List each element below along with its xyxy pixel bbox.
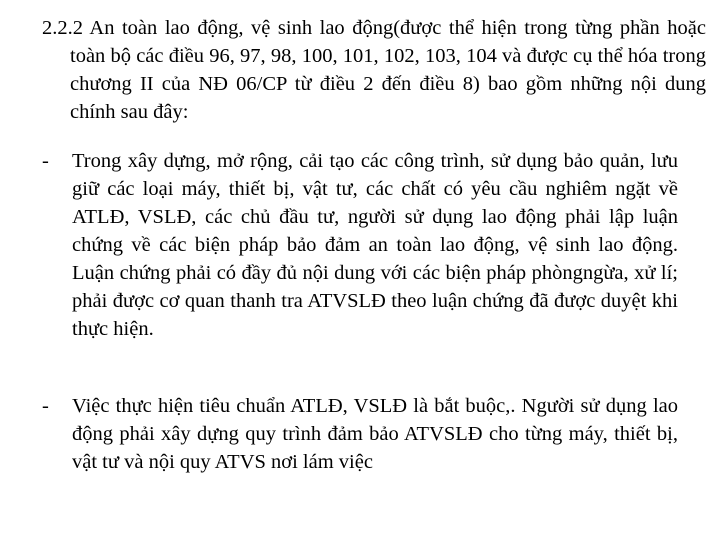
bullet-item	[42, 147, 678, 343]
bullet-item	[42, 392, 678, 476]
section-heading-paragraph: 2.2.2 An toàn lao động, vệ sinh lao động(được thể hiện trong từng phần hoặc toàn bộ các điều 96, 97, 98, 100, 101, 102, 103, 104 và được cụ thể hóa trong chương II của NĐ 06/CP từ điều 2 đến điều 8) bao gồm những nội dung chính sau đây:	[42, 17, 706, 123]
bullet-text: Trong xây dựng, mở rộng, cải tạo các công trình, sử dụng bảo quản, lưu giữ các loại máy, thiết bị, vật tư, các chất có yêu cầu nghiêm ngặt về ATLĐ, VSLĐ, các chủ đầu tư, người sử dụng lao động phải lập luận chứng về các biện pháp bảo đảm an toàn lao động, vệ sinh lao động. Luận chứng phải có đầy đủ nội dung với các biện pháp phòngngừa, xử lí; phải được cơ quan thanh tra ATVSLĐ theo luận chứng đã được duyệt khi thực hiện.	[72, 150, 678, 340]
bullet-dash: -	[42, 395, 49, 417]
bullet-text: Việc thực hiện tiêu chuẩn ATLĐ, VSLĐ là bắt buộc,. Người sử dụng lao động phải xây dựng quy trình đảm bảo ATVSLĐ cho từng máy, thiết bị, vật tư và nội quy ATVS nơi lám việc	[72, 395, 678, 473]
bullet-dash: -	[42, 150, 49, 172]
